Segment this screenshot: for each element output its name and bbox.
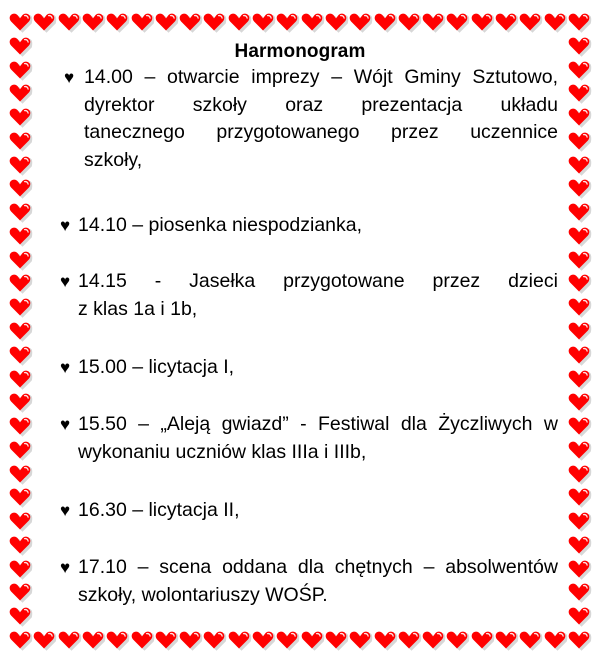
text-line	[78, 582, 558, 610]
schedule-item	[60, 354, 558, 382]
text-line	[78, 212, 558, 240]
word: „Aleją	[160, 413, 211, 435]
word: imprezy	[251, 66, 320, 88]
word: dyrektor	[84, 93, 155, 116]
word: 14.10 – piosenka niespodzianka,	[78, 214, 363, 236]
schedule-item-text	[78, 354, 558, 382]
word: szkoły,	[84, 148, 143, 171]
word: –	[331, 66, 343, 88]
heart-bullet-icon: ♥	[60, 415, 71, 434]
word: 15.50	[78, 413, 127, 435]
word: scena	[159, 556, 212, 578]
schedule-item-text	[78, 497, 558, 525]
word: gwiazd”	[221, 413, 289, 435]
schedule-item	[60, 411, 558, 466]
word: wykonaniu uczniów klas IIIa i IIIb,	[78, 440, 367, 463]
word: 17.10	[78, 556, 127, 578]
schedule-item-text	[78, 212, 558, 240]
word: dla	[400, 413, 427, 435]
word: tanecznego	[84, 121, 185, 143]
schedule-item-text	[78, 411, 558, 466]
word: 14.00	[84, 66, 133, 88]
heart-bullet-icon: ♥	[60, 358, 71, 377]
heart-bullet-icon: ♥	[60, 558, 71, 577]
word: -	[300, 413, 307, 435]
word: Życzliwych	[438, 413, 533, 435]
word: 15.00 – licytacja I,	[78, 356, 235, 378]
text-line	[78, 411, 558, 439]
text-line	[84, 92, 558, 120]
text-line	[78, 296, 558, 324]
word: w	[543, 413, 558, 435]
word: Jasełka	[189, 270, 256, 292]
word: przez	[390, 121, 439, 143]
schedule-item	[60, 212, 558, 240]
word: przygotowane	[283, 270, 405, 292]
word: Gminy	[404, 66, 461, 88]
word: oddana	[222, 556, 288, 578]
text-line	[78, 268, 558, 296]
word: układu	[500, 93, 558, 116]
word: z klas 1a i 1b,	[78, 297, 198, 320]
word: –	[138, 413, 150, 435]
text-line	[78, 554, 558, 582]
word: Wójt	[353, 66, 393, 88]
schedule-item	[60, 554, 558, 609]
word: szkoły	[192, 93, 247, 116]
schedule-item	[60, 268, 558, 323]
word: -	[154, 270, 162, 292]
word: 14.15	[78, 270, 127, 292]
word: –	[144, 66, 156, 88]
word: dzieci	[508, 270, 558, 292]
schedule-item-text	[84, 64, 558, 174]
schedule-item	[60, 497, 558, 525]
schedule-item	[64, 64, 558, 174]
word: absolwentów	[445, 556, 558, 578]
page-title: Harmonogram	[234, 41, 366, 62]
text-line	[78, 354, 558, 382]
word: chętnych	[334, 556, 413, 578]
word: –	[137, 556, 149, 578]
heart-bullet-icon: ♥	[60, 501, 71, 520]
text-line	[84, 147, 558, 175]
word: szkoły, wolontariuszy WOŚP.	[78, 583, 328, 606]
heart-bullet-icon: ♥	[60, 216, 71, 235]
word: prezentacja	[361, 93, 463, 116]
word: przygotowanego	[216, 121, 360, 143]
word: –	[423, 556, 435, 578]
schedule-item-text	[78, 268, 558, 323]
word: dla	[297, 556, 324, 578]
word: 16.30 – licytacja II,	[78, 499, 240, 521]
word: Festiwal	[317, 413, 390, 435]
text-line	[84, 119, 558, 147]
schedule-item-text	[78, 554, 558, 609]
text-line	[78, 439, 558, 467]
heart-bullet-icon: ♥	[64, 68, 75, 87]
heart-bullet-icon: ♥	[60, 272, 71, 291]
text-line	[84, 64, 558, 92]
text-line	[78, 497, 558, 525]
word: oraz	[285, 93, 324, 116]
word: Sztutowo,	[472, 66, 558, 88]
word: uczennice	[470, 121, 558, 143]
word: przez	[432, 270, 481, 292]
word: otwarcie	[166, 66, 240, 88]
